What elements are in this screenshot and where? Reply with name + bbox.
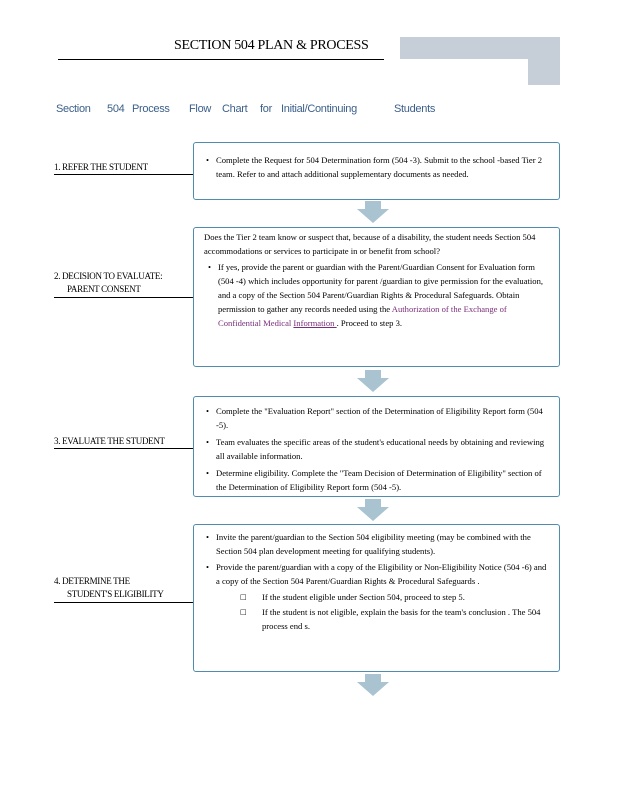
step-4-connector: [54, 602, 193, 603]
header-decoration-block: [528, 59, 560, 85]
step-2-box: [193, 227, 560, 367]
step-1-box: [193, 142, 560, 200]
step-3-item: • Team evaluates the specific areas of the student's educational needs by obtaining and reviewing all available information.: [202, 435, 551, 463]
subtitle-word: Students: [394, 103, 436, 115]
link-text: Information: [293, 318, 337, 328]
subtitle-word: Section: [56, 103, 91, 115]
step-2-label: [54, 270, 162, 296]
step-3-label: [54, 435, 165, 448]
step-4-item: • Invite the parent/guardian to the Section 504 eligibility meeting (may be combined with the Section 504 plan development meeting for qualifying students).: [202, 530, 551, 558]
step-3-connector: [54, 448, 193, 449]
step-2-item: [204, 260, 551, 330]
flow-arrow-down-icon: [357, 674, 389, 696]
subtitle-word: Flow: [189, 103, 212, 115]
subtitle-word: Chart: [222, 103, 248, 115]
step-2-item-text: If yes, provide the parent or guardian with the Parent/Guardian Consent for Evaluation form (504 -4) which includes opportunity for parent /guardian to give permission for the evaluation, and a copy of the Section 504 Parent/Guardian Rights & Procedural Safeguards. Obtain permission to gather any records needed using the: [218, 262, 544, 314]
link-text: Authorization of the Exchange of Confidential Medical: [218, 304, 507, 328]
step-4-item: • Provide the parent/guardian with a copy of the Eligibility or Non-Eligibility Notice (504 -6) and a copy of the Section 504 Parent/Guardian Rights & Procedural Safeguards .: [202, 560, 551, 588]
step-4-box: [193, 524, 560, 672]
step-4-subitem: □ If the student eligible under Section 504, proceed to step 5.: [240, 590, 551, 604]
step-2-connector: [54, 297, 193, 298]
step-3-item: • Complete the "Evaluation Report" section of the Determination of Eligibility Report form (504 -5).: [202, 404, 551, 432]
step-3-item: • Determine eligibility. Complete the "Team Decision of Determination of Eligibility" section of the Determination of Eligibility Report form (504 -5).: [202, 466, 551, 494]
subtitle-word: Process: [132, 103, 170, 115]
step-2-question: Does the Tier 2 team know or suspect that, because of a disability, the student needs Section 504 accommodations or services to participate in or benefit from school?: [204, 232, 536, 256]
header-decoration-bar: [400, 37, 560, 59]
step-1-item: • Complete the Request for 504 Determination form (504 -3). Submit to the school -based Tier 2 team. Refer to and attach additional supplementary documents as needed.: [202, 153, 551, 181]
flow-arrow-down-icon: [357, 370, 389, 392]
step-4-subitem: □ If the student is not eligible, explain the basis for the team's conclusion . The 504 process end s.: [240, 605, 551, 633]
title-underline: [58, 59, 384, 60]
step-label-line: PARENT CONSENT: [67, 284, 141, 294]
step-3-box: [193, 396, 560, 497]
step-4-label: [54, 575, 164, 601]
step-1-label: [54, 161, 148, 174]
subtitle-word: Initial/Continuing: [281, 103, 357, 115]
flow-arrow-down-icon: [357, 201, 389, 223]
subtitle-word: for: [260, 103, 272, 115]
step-label-line: 1. REFER THE STUDENT: [54, 162, 148, 172]
flow-chart-subtitle: [56, 103, 456, 119]
step-2-item-text: . Proceed to step 3.: [336, 318, 403, 328]
step-label-line: 2. DECISION TO EVALUATE:: [54, 271, 163, 281]
step-label-line: STUDENT'S ELIGIBILITY: [67, 589, 164, 599]
step-label-line: 4. DETERMINE THE: [54, 576, 130, 586]
step-1-connector: [54, 174, 193, 175]
step-label-line: 3. EVALUATE THE STUDENT: [54, 436, 165, 446]
flow-arrow-down-icon: [357, 499, 389, 521]
subtitle-word: 504: [107, 103, 125, 115]
page-title: SECTION 504 PLAN & PROCESS: [174, 38, 369, 53]
